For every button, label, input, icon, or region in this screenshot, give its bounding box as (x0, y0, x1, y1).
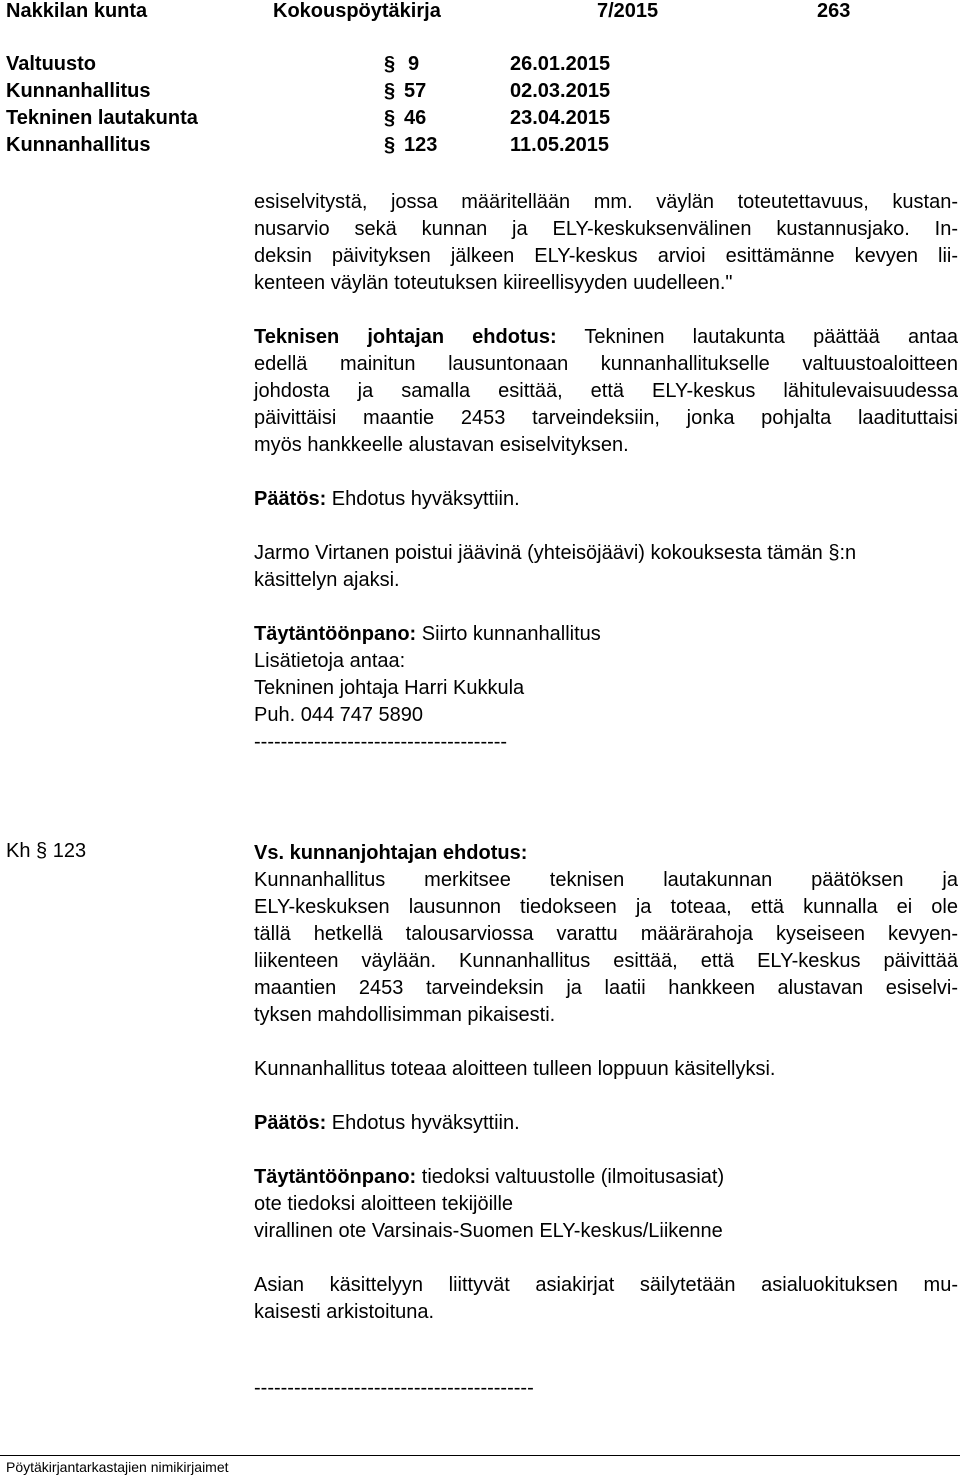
text-line: virallinen ote Varsinais-Suomen ELY-keskus/Liikenne (254, 1220, 723, 1242)
archive-note (254, 1272, 958, 1326)
section-sign-icon: § (384, 107, 396, 129)
footer-rule (0, 1455, 960, 1456)
execution-text: tiedoksi valtuustolle (ilmoitusasiat) (416, 1166, 725, 1188)
decision-label: Päätös: (254, 1112, 327, 1134)
text-line (254, 621, 958, 648)
text-line: käsittelyn ajaksi. (254, 569, 400, 591)
history-num: 46 (404, 107, 427, 129)
text-line: Asian käsittelyyn liittyvät asiakirjat säilytetään asialuokituksen mu- (254, 1274, 958, 1296)
decision (254, 486, 958, 513)
text-line: tällä hetkellä talousarviossa varattu määrärahoja kyseiseen kevyen- (254, 923, 958, 945)
section-sign-icon: § (384, 53, 396, 75)
decision-label: Päätös: (254, 488, 327, 510)
text-line (254, 324, 958, 351)
recusal-note (254, 540, 958, 594)
text-line: Kunnanhallitus merkitsee teknisen lautakunnan päätöksen ja (254, 869, 958, 891)
execution-label: Täytäntöönpano: (254, 623, 417, 645)
info-phone: Puh. 044 747 5890 (254, 704, 424, 726)
decision-text: Ehdotus hyväksyttiin. (326, 1112, 520, 1134)
section-reference (6, 840, 86, 863)
issue-number: 7/2015 (597, 0, 659, 22)
recusal-text: Jarmo Virtanen poistui jäävinä (yhteisöjäävi) kokouksesta tämän (254, 542, 829, 564)
text-line: ote tiedoksi aloitteen tekijöille (254, 1193, 514, 1215)
conclusion: Kunnanhallitus toteaa aloitteen tulleen loppuun käsitellyksi. (254, 1058, 776, 1080)
text-line (254, 1164, 958, 1191)
section-sign-icon: § (36, 840, 48, 862)
text-line: esiselvitystä, jossa määritellään mm. väylän toteutettavuus, kustan- (254, 191, 958, 213)
execution-text: Siirto kunnanhallitus (416, 623, 601, 645)
text-line: deksin päivityksen jälkeen ELY-keskus arvioi esittämänne kevyen lii- (254, 245, 958, 267)
page-number: 263 (817, 0, 851, 22)
history-num: 57 (404, 80, 427, 102)
history-date: 23.04.2015 (510, 107, 611, 129)
proposal-text: Tekninen lautakunta päättää antaa (556, 326, 958, 348)
history-date: 11.05.2015 (510, 134, 609, 156)
history-num: 123 (404, 134, 438, 156)
section-sign-icon: § (384, 134, 396, 156)
text-line: ELY-keskuksen lausunnon tiedokseen ja toteaa, että kunnalla ei ole (254, 896, 958, 918)
info-label: Lisätietoja antaa: (254, 650, 406, 672)
text-line: johdosta ja samalla esittää, että ELY-keskus lähitulevaisuudessa (254, 380, 958, 402)
footer-initials-label: Pöytäkirjantarkastajien nimikirjaimet (6, 1459, 229, 1475)
history-body: Kunnanhallitus (6, 80, 151, 102)
text-line: kaisesti arkistoituna. (254, 1301, 435, 1323)
text-line: liikenteen väylään. Kunnanhallitus esittää, että ELY-keskus päivittää (254, 950, 958, 972)
separator: ------------------------------------------ (254, 1377, 534, 1399)
section-sign-icon: § (828, 542, 840, 564)
text-line: edellä mainitun lausuntonaan kunnanhallitukselle valtuustoaloitteen (254, 353, 958, 375)
proposal-label: Teknisen johtajan ehdotus: (254, 326, 557, 348)
execution-label: Täytäntöönpano: (254, 1166, 417, 1188)
info-person: Tekninen johtaja Harri Kukkula (254, 677, 525, 699)
history-num: 9 (408, 53, 420, 75)
text-line (254, 540, 958, 567)
history-body: Tekninen lautakunta (6, 107, 198, 129)
acting-manager-proposal-label: Vs. kunnanjohtajan ehdotus: (254, 842, 528, 864)
history-date: 26.01.2015 (510, 53, 611, 75)
intro-paragraph (254, 189, 958, 297)
section2-body (254, 840, 958, 1326)
history-body: Valtuusto (6, 53, 97, 75)
text-line: nusarvio sekä kunnan ja ELY-keskuksenvälinen kustannusjako. In- (254, 218, 958, 240)
section-sign-icon: § (384, 80, 396, 102)
municipality-name: Nakkilan kunta (6, 0, 148, 22)
history-body: Kunnanhallitus (6, 134, 151, 156)
technical-director-proposal (254, 324, 958, 459)
ref-label: Kh (6, 840, 31, 862)
history-date: 02.03.2015 (510, 80, 611, 102)
document-type: Kokouspöytäkirja (273, 0, 441, 22)
text-line: myös hankkeelle alustavan esiselvityksen. (254, 434, 629, 456)
execution-block (254, 621, 958, 756)
separator: -------------------------------------- (254, 731, 508, 753)
execution-block (254, 1164, 958, 1245)
decision-text: Ehdotus hyväksyttiin. (326, 488, 520, 510)
section1-body (254, 189, 958, 756)
ref-num: 123 (52, 840, 87, 862)
acting-manager-proposal (254, 867, 958, 1029)
text-line: päivittäisi maantie 2453 tarveindeksiin, jonka pohjalta laadituttaisi (254, 407, 958, 429)
recusal-text-end: :n (839, 542, 857, 564)
text-line: kenteen väylän toteutuksen kiireellisyyden uudelleen." (254, 272, 733, 294)
text-line: tyksen mahdollisimman pikaisesti. (254, 1004, 556, 1026)
decision (254, 1110, 958, 1137)
text-line: maantien 2453 tarveindeksin ja laatii hankkeen alustavan esiselvi- (254, 977, 958, 999)
